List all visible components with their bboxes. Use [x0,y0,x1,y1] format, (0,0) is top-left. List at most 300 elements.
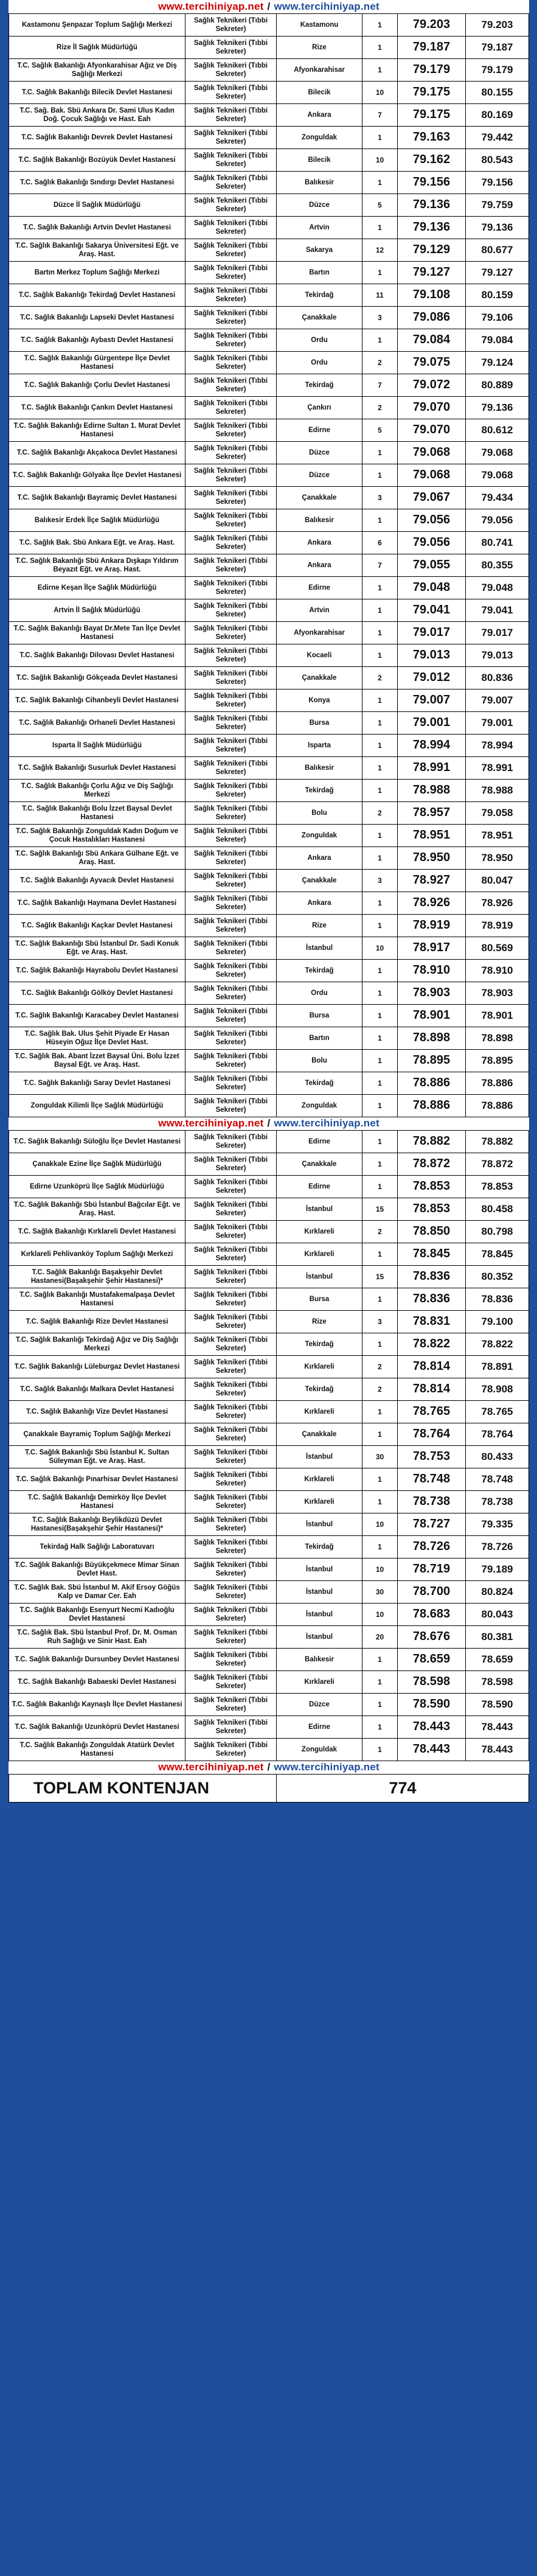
table-row [9,1603,529,1625]
quota-cell: 1 [362,1535,398,1558]
watermark-band [9,1117,529,1130]
table-row [9,1130,529,1153]
table-row [9,1670,529,1693]
table-row [9,441,529,464]
program-cell: Sağlık Teknikeri (Tıbbi Sekreter) [185,621,277,644]
max-score-cell: 80.352 [466,1265,529,1288]
table-row [9,734,529,756]
table-row [9,1378,529,1400]
program-cell: Sağlık Teknikeri (Tıbbi Sekreter) [185,148,277,171]
institution-cell: Kırklareli Pehlivanköy Toplum Sağlığı Merkezi [9,1243,185,1265]
program-cell: Sağlık Teknikeri (Tıbbi Sekreter) [185,824,277,846]
table-row [9,621,529,644]
table-row [9,1153,529,1175]
min-score-cell: 78.443 [398,1738,466,1761]
min-score-cell: 79.179 [398,58,466,81]
institution-cell: T.C. Sağlık Bakanlığı Sbü İstanbul Bağcılar Eğt. ve Araş. Hast. [9,1198,185,1220]
table-row [9,36,529,58]
max-score-cell: 78.443 [466,1738,529,1761]
city-cell: İstanbul [277,1513,362,1535]
table-row [9,1198,529,1220]
max-score-cell: 79.058 [466,801,529,824]
table-row [9,982,529,1004]
program-cell: Sağlık Teknikeri (Tıbbi Sekreter) [185,1535,277,1558]
city-cell: Zonguldak [277,1738,362,1761]
max-score-cell: 78.910 [466,959,529,982]
max-score-cell: 80.569 [466,937,529,959]
max-score-cell: 79.068 [466,464,529,486]
max-score-cell: 80.155 [466,81,529,103]
quota-cell: 1 [362,1738,398,1761]
city-cell: Ankara [277,846,362,869]
watermark-left-link[interactable]: www.tercihiniyap.net [158,1761,264,1773]
program-cell: Sağlık Teknikeri (Tıbbi Sekreter) [185,892,277,914]
table-row [9,1049,529,1072]
program-cell: Sağlık Teknikeri (Tıbbi Sekreter) [185,1243,277,1265]
quota-cell: 7 [362,374,398,396]
city-cell: Ordu [277,982,362,1004]
max-score-cell: 79.442 [466,126,529,148]
program-cell: Sağlık Teknikeri (Tıbbi Sekreter) [185,239,277,261]
table-row [9,779,529,801]
program-cell: Sağlık Teknikeri (Tıbbi Sekreter) [185,441,277,464]
institution-cell: T.C. Sağlık Bakanlığı Edirne Sultan 1. Murat Devlet Hastanesi [9,419,185,441]
max-score-cell: 78.726 [466,1535,529,1558]
quota-cell: 5 [362,419,398,441]
program-cell: Sağlık Teknikeri (Tıbbi Sekreter) [185,1175,277,1198]
max-score-cell: 79.187 [466,36,529,58]
min-score-cell: 78.719 [398,1558,466,1580]
min-score-cell: 79.127 [398,261,466,284]
min-score-cell: 78.951 [398,824,466,846]
table-row [9,576,529,599]
institution-cell: T.C. Sağlık Bakanlığı Sbü Ankara Gülhane Eğt. ve Araş. Hast. [9,846,185,869]
program-cell: Sağlık Teknikeri (Tıbbi Sekreter) [185,284,277,306]
institution-cell: T.C. Sağlık Bakanlığı Çorlu Devlet Hastanesi [9,374,185,396]
quota-cell: 2 [362,1378,398,1400]
table-row [9,1468,529,1490]
max-score-cell: 78.822 [466,1333,529,1355]
max-score-cell: 78.926 [466,892,529,914]
max-score-cell: 80.836 [466,666,529,689]
program-cell: Sağlık Teknikeri (Tıbbi Sekreter) [185,81,277,103]
quota-cell: 1 [362,1648,398,1670]
city-cell: Ankara [277,103,362,126]
max-score-cell: 78.590 [466,1693,529,1716]
min-score-cell: 79.187 [398,36,466,58]
city-cell: İstanbul [277,1198,362,1220]
city-cell: Bursa [277,1004,362,1027]
quota-cell: 1 [362,126,398,148]
table-row [9,1738,529,1761]
watermark-band [9,0,529,13]
program-cell: Sağlık Teknikeri (Tıbbi Sekreter) [185,554,277,576]
min-score-cell: 78.836 [398,1265,466,1288]
program-cell: Sağlık Teknikeri (Tıbbi Sekreter) [185,1094,277,1117]
quota-cell: 1 [362,1072,398,1094]
table-row [9,126,529,148]
min-score-cell: 79.072 [398,374,466,396]
program-cell: Sağlık Teknikeri (Tıbbi Sekreter) [185,1004,277,1027]
city-cell: Ankara [277,531,362,554]
ranking-table [9,0,529,1803]
program-cell: Sağlık Teknikeri (Tıbbi Sekreter) [185,1049,277,1072]
program-cell: Sağlık Teknikeri (Tıbbi Sekreter) [185,644,277,666]
city-cell: Edirne [277,1175,362,1198]
max-score-cell: 79.001 [466,711,529,734]
program-cell: Sağlık Teknikeri (Tıbbi Sekreter) [185,396,277,419]
max-score-cell: 78.765 [466,1400,529,1423]
table-row [9,306,529,329]
institution-cell: T.C. Sağlık Bakanlığı Sakarya Üniversitesi Eğt. ve Araş. Hast. [9,239,185,261]
city-cell: Edirne [277,419,362,441]
table-row [9,599,529,621]
min-score-cell: 78.950 [398,846,466,869]
max-score-cell: 80.355 [466,554,529,576]
program-cell: Sağlık Teknikeri (Tıbbi Sekreter) [185,1130,277,1153]
min-score-cell: 79.068 [398,441,466,464]
watermark-right-link[interactable]: www.tercihiniyap.net [274,1761,379,1773]
max-score-cell: 80.433 [466,1445,529,1468]
watermark-right-link[interactable]: www.tercihiniyap.net [274,0,379,12]
max-score-cell: 78.908 [466,1378,529,1400]
city-cell: Balıkesir [277,756,362,779]
city-cell: İstanbul [277,1580,362,1603]
table-row [9,1333,529,1355]
institution-cell: T.C. Sağlık Bakanlığı Artvin Devlet Hastanesi [9,216,185,239]
program-cell: Sağlık Teknikeri (Tıbbi Sekreter) [185,1445,277,1468]
quota-cell: 1 [362,1004,398,1027]
program-cell: Sağlık Teknikeri (Tıbbi Sekreter) [185,576,277,599]
city-cell: Afyonkarahisar [277,58,362,81]
table-row [9,1490,529,1513]
institution-cell: T.C. Sağlık Bakanlığı Büyükçekmece Mimar Sinan Devlet Hast. [9,1558,185,1580]
quota-cell: 1 [362,216,398,239]
table-row [9,1400,529,1423]
table-row [9,689,529,711]
table-row [9,914,529,937]
min-score-cell: 78.957 [398,801,466,824]
max-score-cell: 78.950 [466,846,529,869]
quota-cell: 1 [362,1333,398,1355]
institution-cell: T.C. Sağlık Bakanlığı Akçakoca Devlet Hastanesi [9,441,185,464]
quota-cell: 1 [362,329,398,351]
quota-cell: 1 [362,599,398,621]
institution-cell: T.C. Sağlık Bakanlığı Gökçeada Devlet Hastanesi [9,666,185,689]
min-score-cell: 79.175 [398,81,466,103]
institution-cell: T.C. Sağlık Bakanlığı Mustafakemalpaşa Devlet Hastanesi [9,1288,185,1310]
quota-cell: 1 [362,982,398,1004]
quota-cell: 1 [362,1423,398,1445]
institution-cell: T.C. Sağlık Bakanlığı Devrek Devlet Hastanesi [9,126,185,148]
institution-cell: T.C. Sağlık Bakanlığı Haymana Devlet Hastanesi [9,892,185,914]
max-score-cell: 78.994 [466,734,529,756]
institution-cell: Kastamonu Şenpazar Toplum Sağlığı Merkezi [9,13,185,36]
watermark-left-link[interactable]: www.tercihiniyap.net [158,0,264,12]
institution-cell: T.C. Sağlık Bakanlığı Orhaneli Devlet Hastanesi [9,711,185,734]
table-row [9,13,529,36]
program-cell: Sağlık Teknikeri (Tıbbi Sekreter) [185,982,277,1004]
quota-cell: 1 [362,1670,398,1693]
min-score-cell: 79.162 [398,148,466,171]
city-cell: Bolu [277,1049,362,1072]
city-cell: Isparta [277,734,362,756]
table-row [9,892,529,914]
program-cell: Sağlık Teknikeri (Tıbbi Sekreter) [185,306,277,329]
program-cell: Sağlık Teknikeri (Tıbbi Sekreter) [185,779,277,801]
city-cell: Tekirdağ [277,779,362,801]
city-cell: Kırklareli [277,1490,362,1513]
quota-cell: 1 [362,509,398,531]
institution-cell: T.C. Sağlık Bak. Ulus Şehit Piyade Er Hasan Hüseyin Oğuz İlçe Devlet Hast. [9,1027,185,1049]
institution-cell: Bartın Merkez Toplum Sağlığı Merkezi [9,261,185,284]
quota-cell: 1 [362,1490,398,1513]
institution-cell: T.C. Sağlık Bakanlığı Rize Devlet Hastanesi [9,1310,185,1333]
city-cell: Rize [277,36,362,58]
max-score-cell: 79.759 [466,194,529,216]
quota-cell: 1 [362,1243,398,1265]
program-cell: Sağlık Teknikeri (Tıbbi Sekreter) [185,1513,277,1535]
program-cell: Sağlık Teknikeri (Tıbbi Sekreter) [185,1288,277,1310]
institution-cell: T.C. Sağlık Bakanlığı Tekirdağ Ağız ve Diş Sağlığı Merkezi [9,1333,185,1355]
quota-cell: 1 [362,441,398,464]
institution-cell: T.C. Sağlık Bakanlığı Çorlu Ağız ve Diş Sağlığı Merkezi [9,779,185,801]
table-row [9,1625,529,1648]
institution-cell: T.C. Sağlık Bakanlığı Gölyaka İlçe Devlet Hastanesi [9,464,185,486]
min-score-cell: 78.901 [398,1004,466,1027]
quota-cell: 10 [362,1558,398,1580]
city-cell: Kırklareli [277,1243,362,1265]
city-cell: Düzce [277,194,362,216]
min-score-cell: 79.068 [398,464,466,486]
min-score-cell: 79.136 [398,194,466,216]
institution-cell: T.C. Sağlık Bakanlığı Ayvacık Devlet Hastanesi [9,869,185,892]
max-score-cell: 78.901 [466,1004,529,1027]
min-score-cell: 79.136 [398,216,466,239]
institution-cell: T.C. Sağlık Bakanlığı Pınarhisar Devlet Hastanesi [9,1468,185,1490]
city-cell: Çanakkale [277,1423,362,1445]
quota-cell: 10 [362,81,398,103]
max-score-cell: 78.898 [466,1027,529,1049]
institution-cell: Edirne Uzunköprü İlçe Sağlık Müdürlüğü [9,1175,185,1198]
quota-cell: 1 [362,1468,398,1490]
max-score-cell: 79.136 [466,396,529,419]
table-row [9,756,529,779]
city-cell: Ordu [277,329,362,351]
program-cell: Sağlık Teknikeri (Tıbbi Sekreter) [185,1333,277,1355]
max-score-cell: 78.988 [466,779,529,801]
quota-cell: 10 [362,1513,398,1535]
table-row [9,1716,529,1738]
min-score-cell: 78.765 [398,1400,466,1423]
city-cell: İstanbul [277,1445,362,1468]
city-cell: Ankara [277,554,362,576]
institution-cell: Tekirdağ Halk Sağlığı Laboratuvarı [9,1535,185,1558]
min-score-cell: 79.041 [398,599,466,621]
table-row [9,869,529,892]
watermark-cell [9,1117,529,1130]
min-score-cell: 78.726 [398,1535,466,1558]
max-score-cell: 78.443 [466,1716,529,1738]
institution-cell: Balıkesir Erdek İlçe Sağlık Müdürlüğü [9,509,185,531]
city-cell: Konya [277,689,362,711]
min-score-cell: 79.156 [398,171,466,194]
max-score-cell: 79.068 [466,441,529,464]
max-score-cell: 78.919 [466,914,529,937]
city-cell: Artvin [277,599,362,621]
institution-cell: T.C. Sağlık Bakanlığı Cihanbeyli Devlet Hastanesi [9,689,185,711]
program-cell: Sağlık Teknikeri (Tıbbi Sekreter) [185,36,277,58]
max-score-cell: 80.043 [466,1603,529,1625]
quota-cell: 1 [362,1400,398,1423]
city-cell: Tekirdağ [277,1072,362,1094]
city-cell: Tekirdağ [277,1535,362,1558]
institution-cell: T.C. Sağlık Bakanlığı Bolu İzzet Baysal Devlet Hastanesi [9,801,185,824]
min-score-cell: 79.056 [398,531,466,554]
min-score-cell: 78.831 [398,1310,466,1333]
max-score-cell: 79.041 [466,599,529,621]
program-cell: Sağlık Teknikeri (Tıbbi Sekreter) [185,1220,277,1243]
min-score-cell: 78.748 [398,1468,466,1490]
max-score-cell: 78.886 [466,1094,529,1117]
quota-cell: 1 [362,171,398,194]
watermark-right-link[interactable]: www.tercihiniyap.net [274,1117,379,1129]
program-cell: Sağlık Teknikeri (Tıbbi Sekreter) [185,103,277,126]
quota-cell: 11 [362,284,398,306]
table-row [9,194,529,216]
min-score-cell: 79.086 [398,306,466,329]
institution-cell: T.C. Sağlık Bakanlığı Afyonkarahisar Ağız ve Diş Sağlığı Merkezi [9,58,185,81]
watermark-left-link[interactable]: www.tercihiniyap.net [158,1117,264,1129]
quota-cell: 1 [362,576,398,599]
quota-cell: 3 [362,869,398,892]
watermark-band [9,1761,529,1774]
city-cell: Edirne [277,1130,362,1153]
table-row [9,1004,529,1027]
table-row [9,666,529,689]
city-cell: Kırklareli [277,1220,362,1243]
city-cell: Ordu [277,351,362,374]
quota-cell: 1 [362,1049,398,1072]
institution-cell: T.C. Sağlık Bakanlığı Süloğlu İlçe Devlet Hastanesi [9,1130,185,1153]
city-cell: Kastamonu [277,13,362,36]
program-cell: Sağlık Teknikeri (Tıbbi Sekreter) [185,58,277,81]
min-score-cell: 78.853 [398,1198,466,1220]
institution-cell: T.C. Sağlık Bakanlığı Bayramiç Devlet Hastanesi [9,486,185,509]
institution-cell: T.C. Sağlık Bak. Sbü İstanbul Prof. Dr. M. Osman Ruh Sağlığı ve Sinir Hast. Eah [9,1625,185,1648]
program-cell: Sağlık Teknikeri (Tıbbi Sekreter) [185,216,277,239]
city-cell: Kırklareli [277,1670,362,1693]
min-score-cell: 78.836 [398,1288,466,1310]
city-cell: Bilecik [277,148,362,171]
max-score-cell: 79.017 [466,621,529,644]
city-cell: Çanakkale [277,1153,362,1175]
quota-cell: 3 [362,486,398,509]
program-cell: Sağlık Teknikeri (Tıbbi Sekreter) [185,486,277,509]
city-cell: Tekirdağ [277,1333,362,1355]
program-cell: Sağlık Teknikeri (Tıbbi Sekreter) [185,756,277,779]
quota-cell: 1 [362,689,398,711]
institution-cell: T.C. Sağlık Bakanlığı Lapseki Devlet Hastanesi [9,306,185,329]
quota-cell: 1 [362,621,398,644]
table-row [9,1220,529,1243]
table-row [9,148,529,171]
quota-cell: 1 [362,914,398,937]
watermark-separator: / [267,0,271,12]
table-row [9,374,529,396]
institution-cell: T.C. Sağlık Bakanlığı Beylikdüzü Devlet Hastanesi(Başakşehir Şehir Hastanesi)* [9,1513,185,1535]
city-cell: Balıkesir [277,171,362,194]
min-score-cell: 78.882 [398,1130,466,1153]
institution-cell: T.C. Sağlık Bakanlığı Esenyurt Necmi Kadıoğlu Devlet Hastanesi [9,1603,185,1625]
program-cell: Sağlık Teknikeri (Tıbbi Sekreter) [185,1670,277,1693]
city-cell: Tekirdağ [277,374,362,396]
min-score-cell: 78.738 [398,1490,466,1513]
quota-cell: 1 [362,1094,398,1117]
program-cell: Sağlık Teknikeri (Tıbbi Sekreter) [185,1738,277,1761]
institution-cell: Düzce İl Sağlık Müdürlüğü [9,194,185,216]
max-score-cell: 78.659 [466,1648,529,1670]
min-score-cell: 78.676 [398,1625,466,1648]
city-cell: Sakarya [277,239,362,261]
max-score-cell: 79.084 [466,329,529,351]
city-cell: İstanbul [277,1625,362,1648]
city-cell: Düzce [277,464,362,486]
city-cell: Zonguldak [277,126,362,148]
max-score-cell: 80.612 [466,419,529,441]
quota-cell: 2 [362,351,398,374]
max-score-cell: 80.381 [466,1625,529,1648]
max-score-cell: 80.543 [466,148,529,171]
institution-cell: T.C. Sağlık Bakanlığı Bayat Dr.Mete Tan İlçe Devlet Hastanesi [9,621,185,644]
city-cell: Rize [277,914,362,937]
program-cell: Sağlık Teknikeri (Tıbbi Sekreter) [185,1468,277,1490]
program-cell: Sağlık Teknikeri (Tıbbi Sekreter) [185,734,277,756]
max-score-cell: 80.047 [466,869,529,892]
min-score-cell: 78.895 [398,1049,466,1072]
quota-cell: 2 [362,1220,398,1243]
min-score-cell: 78.659 [398,1648,466,1670]
min-score-cell: 78.926 [398,892,466,914]
institution-cell: T.C. Sağlık Bak. Sbü İstanbul M. Akif Ersoy Göğüs Kalp ve Damar Cer. Eah [9,1580,185,1603]
quota-cell: 7 [362,554,398,576]
total-value: 774 [277,1774,529,1802]
table-row [9,1513,529,1535]
institution-cell: Zonguldak Kilimli İlçe Sağlık Müdürlüğü [9,1094,185,1117]
max-score-cell: 80.824 [466,1580,529,1603]
table-row [9,1243,529,1265]
institution-cell: T.C. Sağlık Bakanlığı Saray Devlet Hastanesi [9,1072,185,1094]
table-row [9,239,529,261]
table-row [9,846,529,869]
min-score-cell: 79.048 [398,576,466,599]
min-score-cell: 79.001 [398,711,466,734]
institution-cell: T.C. Sağlık Bakanlığı Gürgentepe İlçe Devlet Hastanesi [9,351,185,374]
quota-cell: 20 [362,1625,398,1648]
program-cell: Sağlık Teknikeri (Tıbbi Sekreter) [185,194,277,216]
institution-cell: T.C. Sağlık Bakanlığı Başakşehir Devlet Hastanesi(Başakşehir Şehir Hastanesi)* [9,1265,185,1288]
program-cell: Sağlık Teknikeri (Tıbbi Sekreter) [185,419,277,441]
program-cell: Sağlık Teknikeri (Tıbbi Sekreter) [185,531,277,554]
quota-cell: 1 [362,734,398,756]
city-cell: Edirne [277,1716,362,1738]
max-score-cell: 78.836 [466,1288,529,1310]
city-cell: Zonguldak [277,824,362,846]
table-row [9,486,529,509]
min-score-cell: 78.683 [398,1603,466,1625]
max-score-cell: 79.335 [466,1513,529,1535]
city-cell: Çanakkale [277,869,362,892]
